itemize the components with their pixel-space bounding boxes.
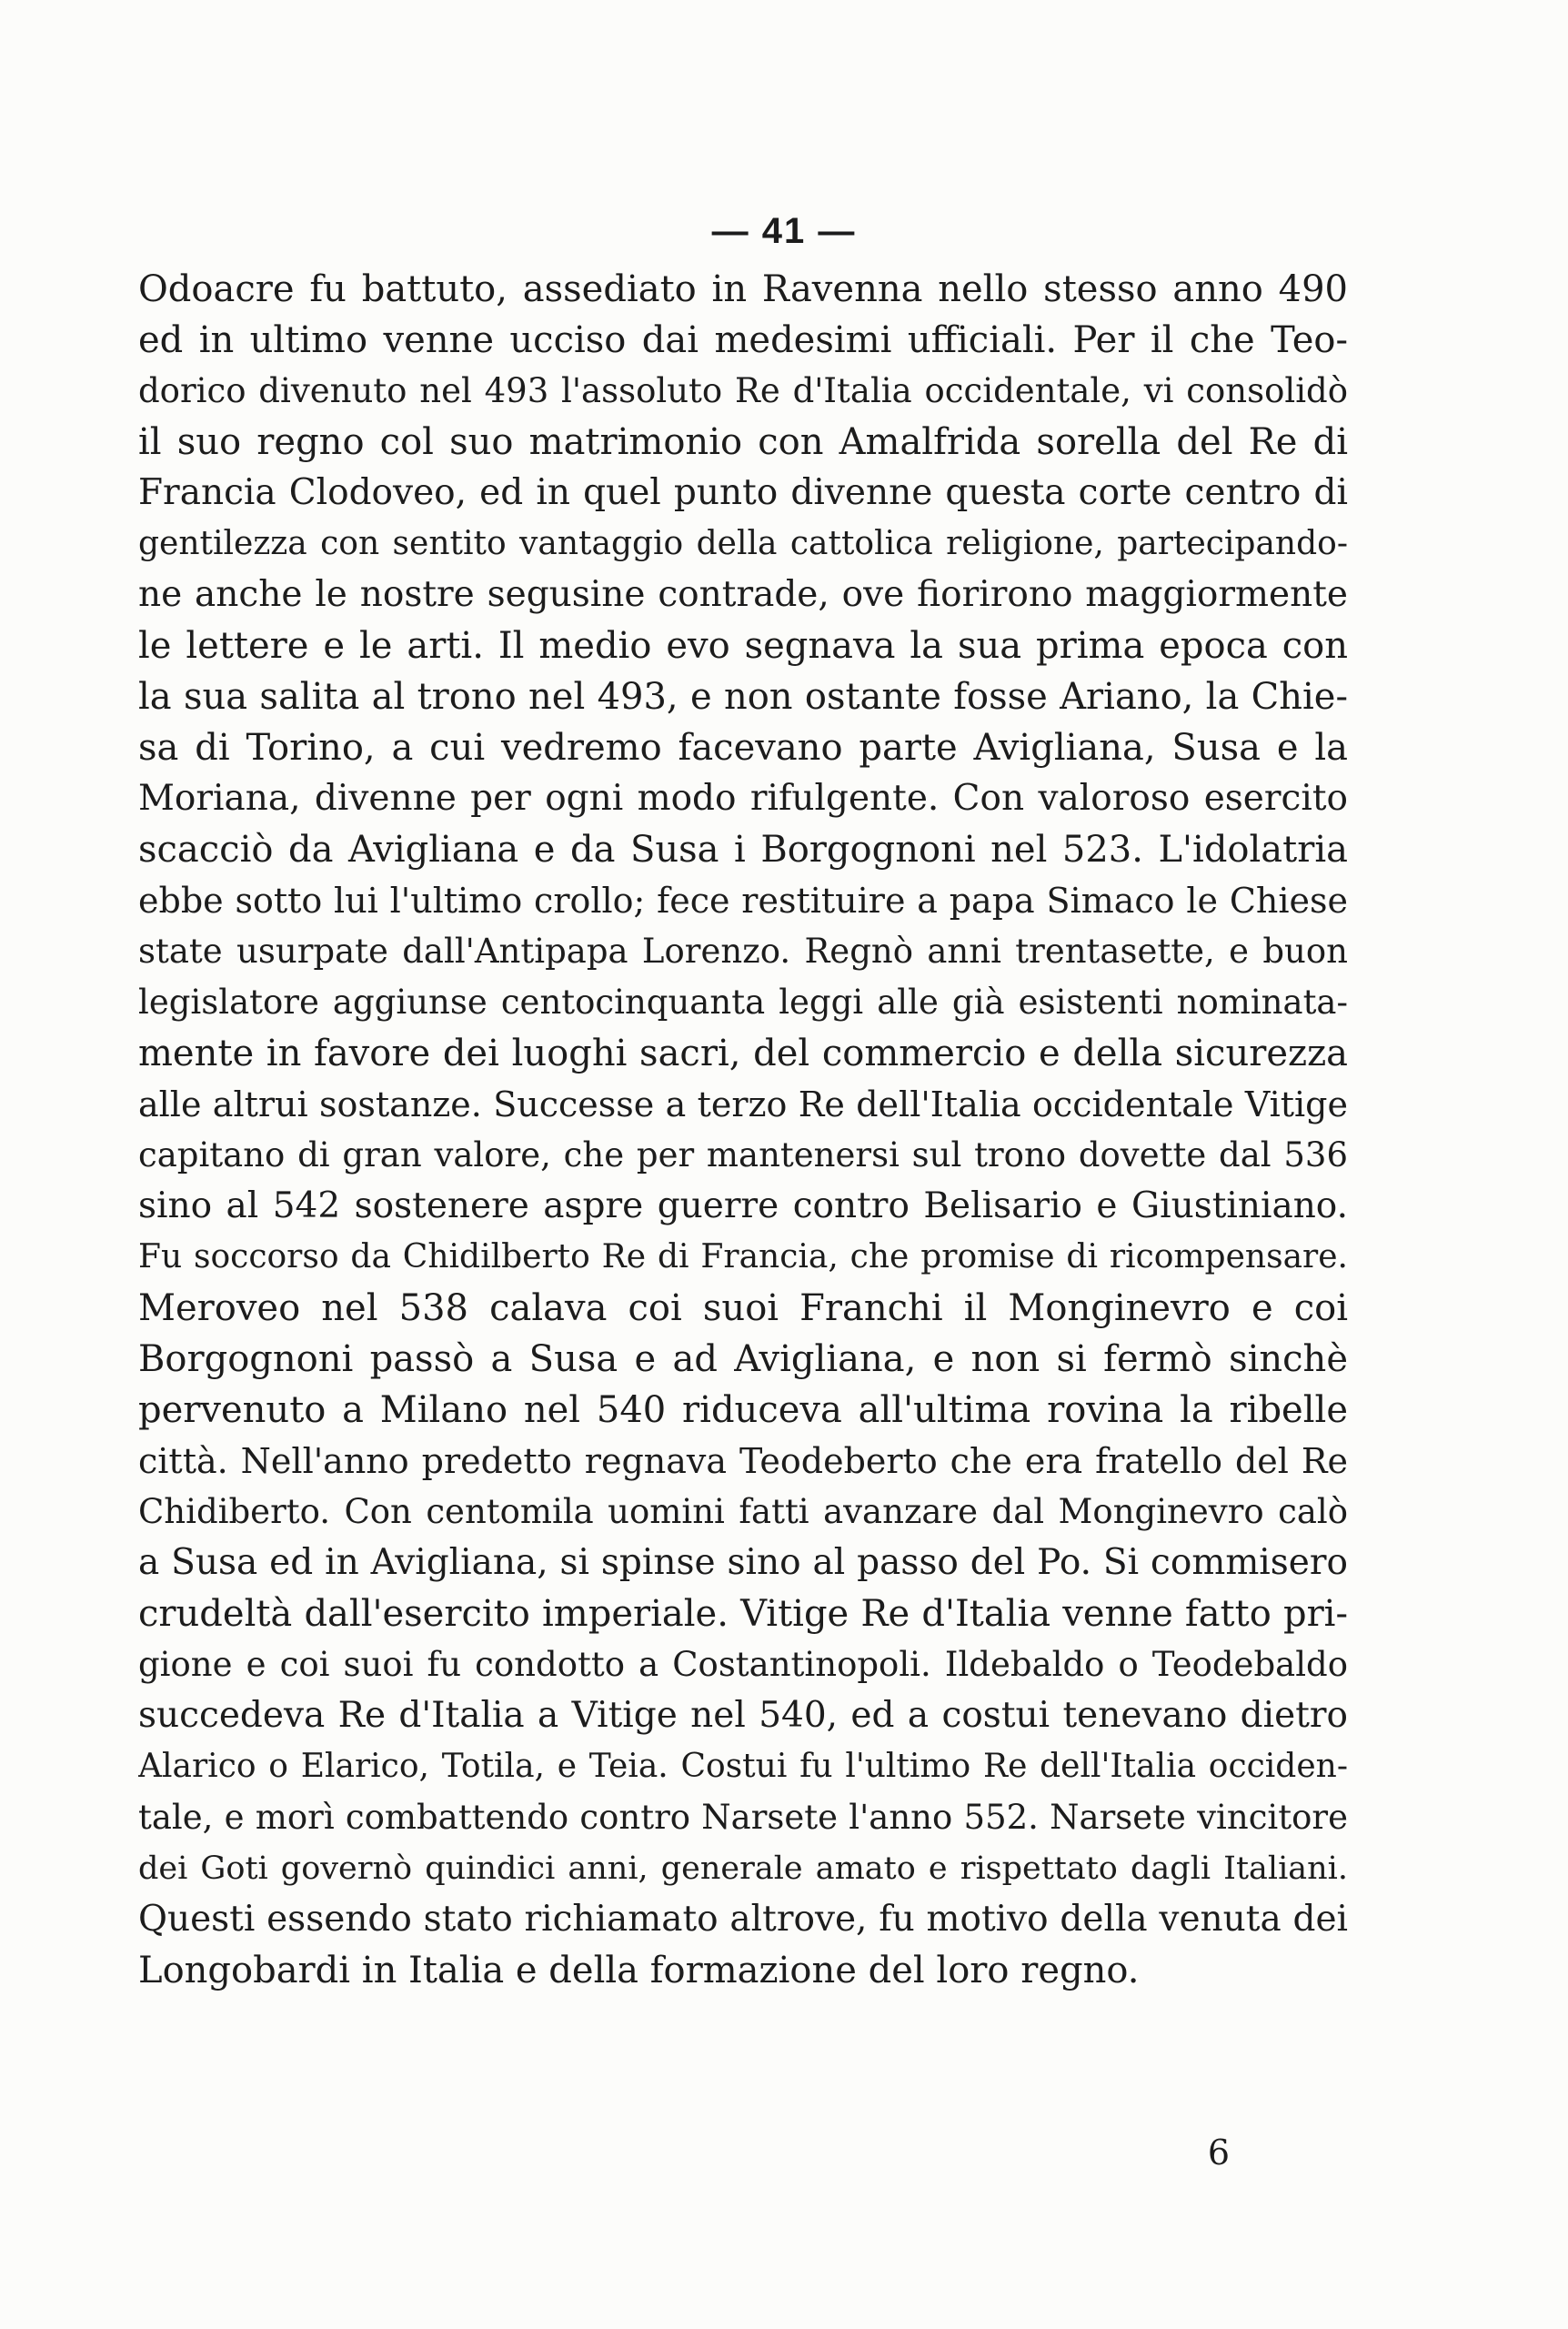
text-line: sino al 542 sostenere aspre guerre contro Belisario e Giustiniano. — [138, 1185, 1348, 1226]
text-line: succedeva Re d'Italia a Vitige nel 540, ed a costui tenevano dietro — [138, 1695, 1348, 1736]
text-line: capitano di gran valore, che per mantenersi sul trono dovette dal 536 — [138, 1135, 1348, 1175]
text-line: scacciò da Avigliana e da Susa i Borgognoni nel 523. L'idolatria — [138, 829, 1348, 871]
text-line: Chidiberto. Con centomila uomini fatti avanzare dal Monginevro calò — [138, 1492, 1348, 1531]
text-line: Odoacre fu battuto, assediato in Ravenna nello stesso anno 490 — [138, 268, 1348, 310]
body-text — [138, 264, 1348, 1996]
text-line: sa di Torino, a cui vedremo facevano parte Avigliana, Susa e la — [138, 727, 1348, 769]
text-line: città. Nell'anno predetto regnava Teodeberto che era fratello del Re — [138, 1441, 1348, 1481]
signature-mark: 6 — [1207, 2132, 1231, 2173]
text-line: Alarico o Elarico, Totila, e Teia. Costui fu l'ultimo Re dell'Italia occiden- — [138, 1748, 1348, 1785]
text-line: la sua salita al trono nel 493, e non ostante fosse Ariano, la Chie- — [138, 676, 1348, 718]
text-line: Borgognoni passò a Susa e ad Avigliana, e non si fermò sinchè — [138, 1338, 1348, 1380]
text-line: legislatore aggiunse centocinquanta leggi alle già esistenti nominata- — [138, 983, 1348, 1022]
text-line: dei Goti governò quindici anni, generale amato e rispettato dagli Italiani. — [138, 1850, 1348, 1887]
text-line: crudeltà dall'esercito imperiale. Vitige Re d'Italia venne fatto pri- — [138, 1593, 1348, 1635]
text-line: tale, e morì combattendo contro Narsete l'anno 552. Narsete vincitore — [138, 1798, 1348, 1837]
text-line: ed in ultimo venne ucciso dai medesimi ufficiali. Per il che Teo- — [138, 319, 1348, 361]
text-line: il suo regno col suo matrimonio con Amalfrida sorella del Re di — [138, 421, 1348, 463]
page-number: — 41 — — [711, 211, 857, 251]
text-line: mente in favore dei luoghi sacri, del commercio e della sicurezza — [138, 1033, 1348, 1074]
text-line: Francia Clodoveo, ed in quel punto divenne questa corte centro di — [138, 472, 1348, 513]
text-line: Moriana, divenne per ogni modo rifulgente. Con valoroso esercito — [138, 778, 1348, 819]
text-line: Meroveo nel 538 calava coi suoi Franchi il Monginevro e coi — [138, 1287, 1348, 1329]
text-line: Longobardi in Italia e della formazione del loro regno. — [138, 1950, 1140, 1991]
text-line: ne anche le nostre segusine contrade, ove fiorirono maggiormente — [138, 574, 1348, 615]
text-line: Questi essendo stato richiamato altrove, fu motivo della venuta dei — [138, 1899, 1348, 1940]
text-line: ebbe sotto lui l'ultimo crollo; fece restituire a papa Simaco le Chiese — [138, 881, 1348, 921]
text-line: pervenuto a Milano nel 540 riduceva all'ultima rovina la ribelle — [138, 1389, 1348, 1431]
text-line: le lettere e le arti. Il medio evo segnava la sua prima epoca con — [138, 625, 1348, 667]
text-line: Fu soccorso da Chidilberto Re di Francia, che promise di ricompensare. — [138, 1238, 1348, 1275]
text-line: a Susa ed in Avigliana, si spinse sino al passo del Po. Si commisero — [138, 1542, 1348, 1583]
text-line: alle altrui sostanze. Successe a terzo Re dell'Italia occidentale Vitige — [138, 1084, 1348, 1124]
text-line: dorico divenuto nel 493 l'assoluto Re d'Italia occidentale, vi consolidò — [138, 371, 1348, 410]
text-line: gentilezza con sentito vantaggio della cattolica religione, partecipando- — [138, 525, 1348, 562]
text-line: gione e coi suoi fu condotto a Costantinopoli. Ildebaldo o Teodebaldo — [138, 1645, 1348, 1684]
text-line: state usurpate dall'Antipapa Lorenzo. Regnò anni trentasette, e buon — [138, 932, 1348, 971]
